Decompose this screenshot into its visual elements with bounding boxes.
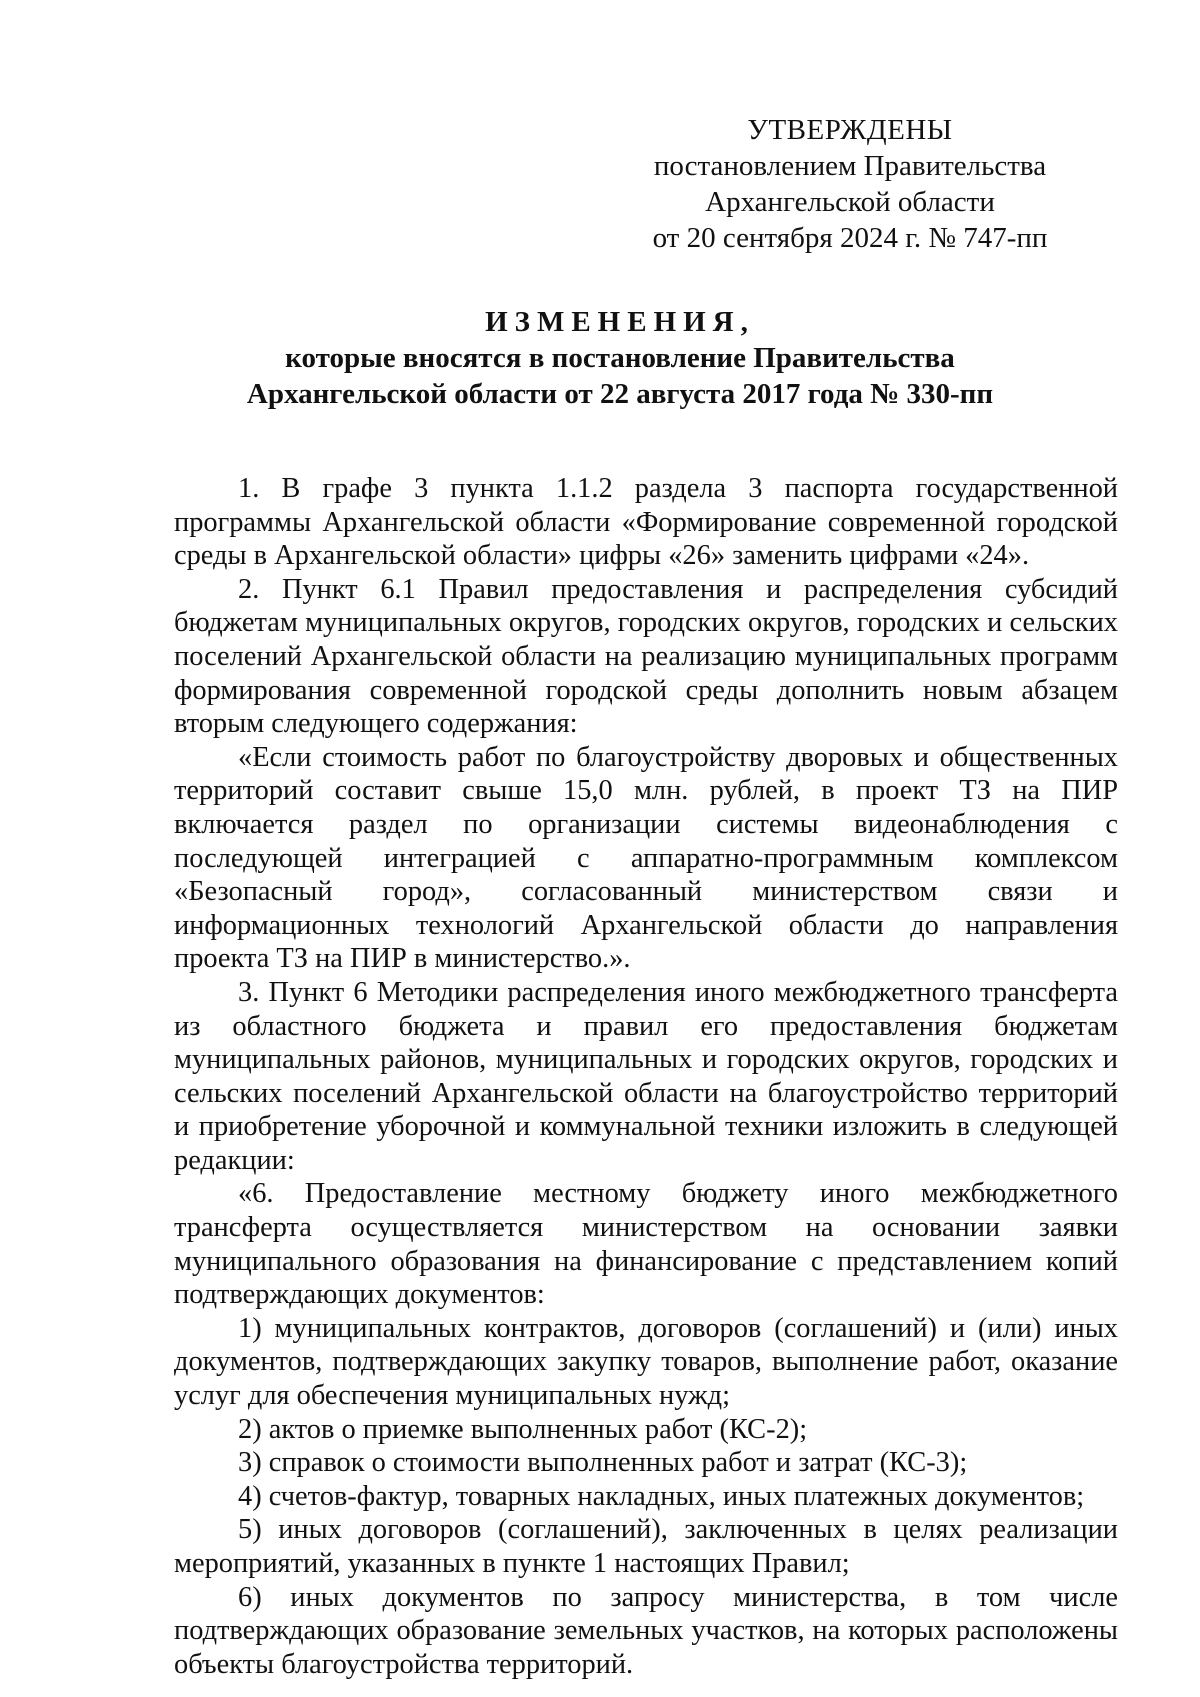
document-body <box>174 472 1118 1681</box>
approval-stamp <box>650 112 1050 256</box>
paragraph-3: «Если стоимость работ по благоустройству дворовых и общественных территорий составит свыше 15,0 млн. рублей, в проект ТЗ на ПИР включается раздел по организации системы видеонаблюдения с последующей интеграцией с аппаратно-программным комплексом «Безопасный город», согласованный министерством связи и информационных технологий Архангельской области до направления проекта ТЗ на ПИР в министерство.». <box>174 741 1118 975</box>
paragraph-5: «6. Предоставление местному бюджету иного межбюджетного трансферта осуществляется министерством на основании заявки муниципального образования на финансирование с представлением копий подтверждающих документов: <box>174 1178 1118 1311</box>
approval-title: УТВЕРЖДЕНЫ <box>747 114 953 146</box>
paragraph-4: 3. Пункт 6 Методики распределения иного межбюджетного трансферта из областного бюджета и правил его предоставления бюджетам муниципальных районов, муниципальных и городских округов, городских и сельских поселений Архангельской области на благоустройство территорий и приобретение уборочной и коммунальной техники изложить в следующей редакции: <box>174 976 1118 1176</box>
paragraph-1: 1. В графе 3 пункта 1.1.2 раздела 3 паспорта государственной программы Архангельской области «Формирование современной городской среды в Архангельской области» цифры «26» заменить цифрами «24». <box>174 473 1118 572</box>
heading-title: ИЗМЕНЕНИЯ, <box>485 306 755 338</box>
approval-line-3: от 20 сентября 2024 г. № 747-пп <box>652 222 1048 254</box>
heading-subtitle-1: которые вносятся в постановление Правительства <box>285 342 955 374</box>
heading-subtitle-2: Архангельской области от 22 августа 2017 года № 330-пп <box>246 378 994 410</box>
paragraph-7: 2) актов о приемке выполненных работ (КС-2); <box>238 1413 808 1445</box>
document-heading <box>120 304 1120 412</box>
paragraph-6: 1) муниципальных контрактов, договоров (соглашений) и (или) иных документов, подтверждающих закупку товаров, выполнение работ, оказание услуг для обеспечения муниципальных нужд; <box>174 1312 1118 1412</box>
paragraph-8: 3) справок о стоимости выполненных работ и затрат (КС-3); <box>238 1447 968 1479</box>
paragraph-9: 4) счетов-фактур, товарных накладных, иных платежных документов; <box>238 1480 1085 1512</box>
approval-line-2: Архангельской области <box>705 186 995 218</box>
approval-line-1: постановлением Правительства <box>653 150 1047 182</box>
paragraph-2: 2. Пункт 6.1 Правил предоставления и распределения субсидий бюджетам муниципальных округов, городских округов, городских и сельских поселений Архангельской области на реализацию муниципальных программ формирования современной городской среды дополнить новым абзацем вторым следующего содержания: <box>174 573 1118 740</box>
paragraph-11: 6) иных документов по запросу министерства, в том числе подтверждающих образование земельных участков, на которых расположены объекты благоустройства территорий. <box>174 1581 1118 1680</box>
paragraph-10: 5) иных договоров (соглашений), заключенных в целях реализации мероприятий, указанных в пункте 1 настоящих Правил; <box>174 1514 1118 1579</box>
